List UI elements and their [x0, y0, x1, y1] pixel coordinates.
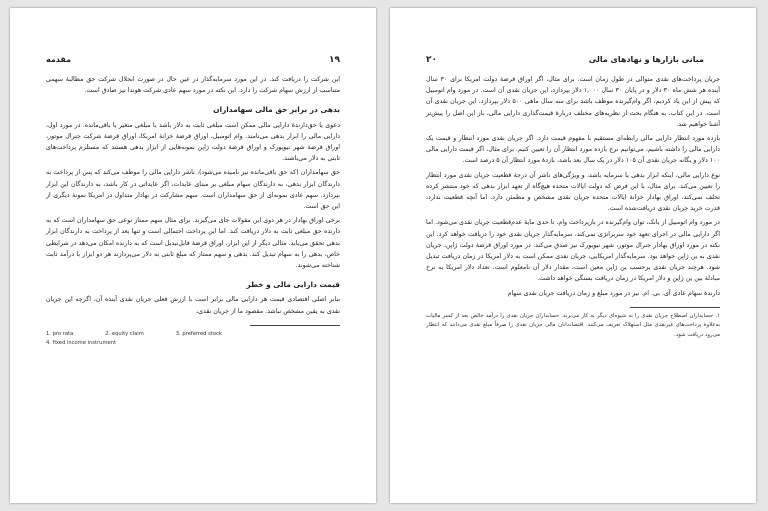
- paragraph: این شرکت را دریافت کند. در این مورد سرمایه‌گذار در عین حال در صورت انحلال شرکت حق مطالبهٔ سهمی متناسب از ارزش سهام شرکت را دارد. این نکته در مورد سهم عادی شرکت هوندا نیز صادق است.: [46, 76, 340, 95]
- right-page-body: [426, 74, 720, 340]
- footnote: 2. equity claim: [105, 330, 144, 337]
- footnotes: [46, 330, 340, 339]
- footnote-divider: [630, 307, 720, 308]
- paragraph: بازده مورد انتظار دارایی مالی رابطه‌ای مستقیم با مفهوم قیمت دارد. اگر جریان نقدی مورد انتظار و قیمت یک دارایی مالی را داشته باشیم، می‌توانیم نرخ بازده مورد انتظار آن را تعیین کنیم. برای مثال، اگر قیمت دارایی مالی ۱۰۰ دلار و یگانه جریان نقدی آن ۱۰۵ دلار در یک سال بعد باشد، بازدهٔ مورد انتظار آن ۵ درصد است.: [426, 135, 720, 165]
- section-heading: قیمت دارایی مالی و خطر: [246, 280, 340, 290]
- left-page-header: [46, 55, 340, 69]
- paragraph: در مورد وام اتومبیل از بانک، توان وام‌گیرنده در بازپرداخت وام، تا حدی مایهٔ عدم‌قطعیت جریان نقدی می‌شود. اما اگر دارایی مالی در اجرای تعهد خود سربرانژی نمی‌کند، سرمایه‌گذار جریان نقدی خود را دریافت خواهد کرد. این نکته در مورد اوراق بهادار جنرال موتور، شهر نیویورک نیز صدق می‌کند. در مورد اوراق قرضهٔ دولت ژاپن، جریان نقدی به ین ژاپن خواهد بود. سرمایه‌گذار امریکایی، جریان نقدی ممکن است به دلار امریکا در زمان دریافت تبدیل شود. هرچند جریان نقدی برحسب ین ژاپن معین است، مقدار دلار آن نامعلوم است. تعداد دلار امریکا به نرخ مبادلهٔ بین ین ژاپن و دلار امریکا در زمان دریافت بستگی خواهد داشت.: [426, 219, 720, 283]
- right-page: [390, 8, 756, 503]
- left-page: [10, 8, 376, 503]
- left-page-body: [46, 74, 340, 348]
- footnote-divider: [250, 325, 340, 326]
- footnote: 3. preferred stock: [175, 330, 222, 337]
- page-number: ۲۰: [426, 55, 437, 65]
- paragraph: دعوی یا حق‌دارندهٔ دارایی مالی ممکن است مبلغی ثابت به دلار باشد یا مبلغی متغیر یا باقی‌مانده. در مورد اول، دارایی مالی را ابزار بدهی می‌نامند. وام اتومبیل، اوراق قرضهٔ خزانهٔ امریکا، اوراق قرضهٔ شرکت جنرال موتور، اوراق قرضهٔ شهر نیویورک و اوراق قرضهٔ دولت ژاپن نمونه‌هایی از ابزار بدهی هستند که مستلزم پرداخت‌های ثابتی به دلار می‌باشند.: [46, 121, 340, 163]
- paragraph: نوع دارایی مالی، اینکه ابزار بدهی یا سرمایه باشد، و ویژگی‌های ناشر آن درجهٔ قطعیت جریان نقدی مورد انتظار را تعیین می‌کند. برای مثال، با این فرض که دولت ایالات متحده هیچ‌گاه از تعهد ابزار بدهی که خود منتشر کرده تخلف نمی‌کند، اوراق بهادار خزانهٔ ایالات متحده جریان نقدی مشخص و مطمئن دارد. اما آنچه قطعیت ندارد، قدرت خرید جریان نقدی دریافت‌شده است.: [426, 171, 720, 213]
- right-page-header: [426, 55, 720, 69]
- footnote: 4. fixed income instrument: [46, 339, 117, 346]
- footnotes: [46, 339, 340, 348]
- running-head: مقدمه: [46, 55, 72, 64]
- running-head: مبانی بازارها و نهادهای مالی: [588, 55, 704, 64]
- paragraph: برخی اوراق بهادار در هر دوی این مقولات جای می‌گیرند. برای مثال سهم ممتاز نوعی حق سهامداران است که به دارنده حق مبلغی ثابت به دلار دریافت کند. اما این پرداخت احتمالی است و تنها بعد از پرداخت به دارندگان ابزار بدهی تحقق می‌یابد. مثالی دیگر از این ابزار، اوراق قرضهٔ قابل‌تبدیل است که به دارنده امکان می‌دهد در شرایطی خاص، بدهی را به سهام تبدیل کند. بدهی و سهم ممتاز که مبلغ ثابتی به دلار می‌پردازند هر دو ابزار با درآمد ثابت شناخته می‌شوند.: [46, 217, 340, 270]
- paragraph: دارندهٔ سهام عادی آی. بی. ام. نیز در مورد مبلغ و زمان دریافت جریان نقدی سهام: [507, 289, 720, 297]
- paragraph: بنابر اصلی اقتصادی قیمت هر دارایی مالی برابر است با ارزش فعلی جریان نقدی آینده آن، اگرچه این جریان نقدی به یقین مشخص نباشد. مقصود ما از جریان نقدی،: [46, 296, 340, 315]
- page-number: ۱۹: [329, 55, 340, 65]
- footnote: ۱. حسابداران اصطلاح جریان نقدی را به شیوه‌ای دیگر به کار می‌برند. حسابداران جریان نقدی را درآمد خالص بعد از کسر مالیات به‌علاوهٔ پرداخت‌های غیرنقدی مثل استهلاک تعریف می‌کنند. اقتصاددانان مالی جریان نقدی را صرفاً مبلغ نقدی می‌دانند که انتظار می‌رود دریافت شود.: [426, 312, 720, 338]
- paragraph: جریان پرداخت‌های نقدی متوالی در طول زمان است. برای مثال، اگر اوراق قرضهٔ دولت امریکا برای ۳۰ سال آینده هر شش ماه ۳۰ دلار و در پایان ۳۰ سال ۱,۰۰۰ دلار بپردازد، این جریان نقدی آن است. در مورد وام اتومبیل که پیش از این یاد کردیم، اگر وام‌گیرنده موظف باشد برای سه سال ماهی ۵۰۰ دلار بپردازد، این جریان نقدی آن است. در این کتاب، به هنگام بحث از نظریه‌های مختلف دربارهٔ قیمت‌گذاری دارایی مالی، باز این اصل را پیش‌تر آشنا خواهیم شد.: [426, 76, 720, 128]
- footnote: 1. pro rata: [46, 330, 74, 337]
- section-heading: بدهی در برابر حق مالی سهامداران: [213, 105, 340, 115]
- paragraph: حق سهامداران (که حق باقی‌مانده نیز نامیده می‌شود)، ناشر دارایی مالی را موظف می‌کند که پس از پرداخت به دارندگان ابزار بدهی، به دارندگان سهام مبلغی بر مبنای عایدات، اگر عایداتی در کار باشد، به دارندگان این ابزار بپردازد. سهم عادی نمونه‌ای از حق سهامداران است. سهم مشارکت در بهادار متداول در امریکا نمونهٔ دیگری از این حق است.: [46, 169, 340, 211]
